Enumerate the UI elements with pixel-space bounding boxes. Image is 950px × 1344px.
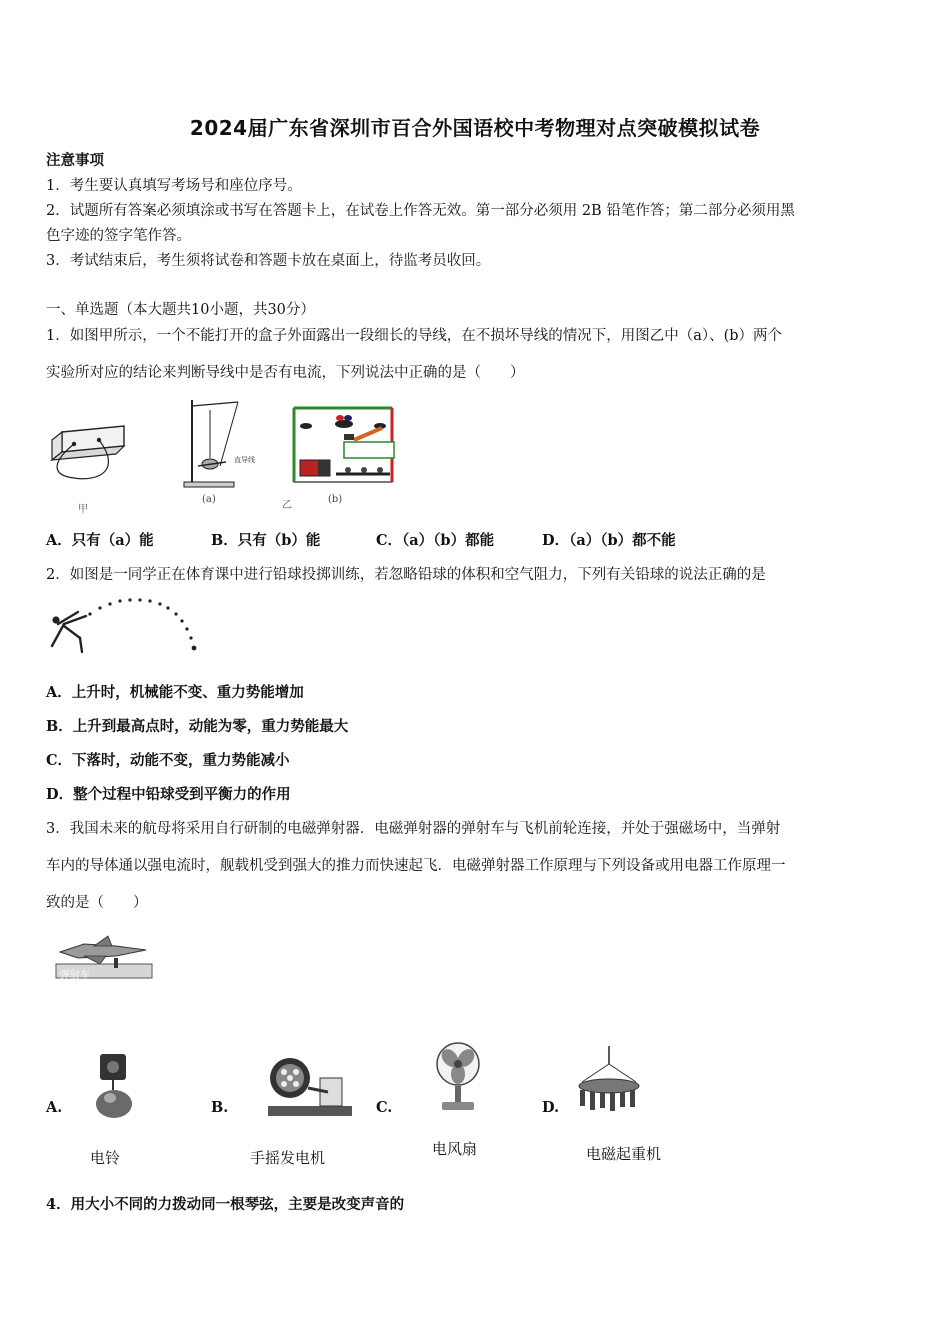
electric-fan-icon <box>428 1040 488 1116</box>
option-b: B．只有（b）能 <box>211 532 321 549</box>
option-d: D．整个过程中铅球受到平衡力的作用 <box>46 786 291 803</box>
figure-label: (b) <box>328 494 343 505</box>
question-4-text: 4．用大小不同的力拨动同一根琴弦，主要是改变声音的 <box>46 1196 405 1213</box>
question-3-text: 3．我国未来的航母将采用自行研制的电磁弹射器．电磁弹射器的弹射车与飞机前轮连接，并处于强磁场中，当弹射 <box>46 821 781 837</box>
figure-label: 甲 <box>78 504 88 515</box>
figure-label: (a) <box>202 494 216 505</box>
option-c: C．（a）（b）都能 <box>376 532 495 549</box>
option-d: D. <box>542 1099 560 1116</box>
figure-box-wire <box>44 420 134 510</box>
option-d-caption: 电磁起重机 <box>586 1145 662 1163</box>
figure-b-circuit <box>292 404 402 490</box>
option-d: D．（a）（b）都不能 <box>542 532 676 549</box>
notice-item: 2．试题所有答案必须填涂或书写在答题卡上，在试卷上作答无效。第一部分必须用 2B 铅笔作答；第二部分必须用黑 <box>46 203 795 219</box>
hand-generator-icon <box>264 1050 356 1122</box>
notice-item: 3．考试结束后，考生须将试卷和答题卡放在桌面上，待监考员收回。 <box>46 253 491 269</box>
option-b: B．上升到最高点时，动能为零，重力势能最大 <box>46 718 349 735</box>
option-c: C．下落时，动能不变，重力势能减小 <box>46 752 290 769</box>
question-3-text: 车内的导体通以强电流时，舰载机受到强大的推力而快速起飞．电磁弹射器工作原理与下列设备或用电器工作原理一 <box>46 858 786 874</box>
electromagnetic-crane-icon <box>572 1044 646 1118</box>
figure-label: 乙 <box>282 500 292 511</box>
page-title: 2024届广东省深圳市百合外国语校中考物理对点突破模拟试卷 <box>189 116 761 140</box>
option-a: A．上升时，机械能不变、重力势能增加 <box>46 684 304 701</box>
section-heading: 一、单选题（本大题共10小题，共30分） <box>46 302 315 318</box>
figure-label: 弹射车 <box>60 970 90 981</box>
option-c-caption: 电风扇 <box>432 1140 478 1158</box>
figure-shot-put <box>44 596 204 658</box>
option-a-caption: 电铃 <box>90 1149 121 1167</box>
option-b-caption: 手摇发电机 <box>250 1149 326 1167</box>
option-c: C. <box>376 1099 393 1116</box>
question-2-text: 2．如图是一同学正在体育课中进行铅球投掷训练，若忽略铅球的体积和空气阻力，下列有关铅球的说法正确的是 <box>46 567 766 583</box>
notice-item: 色字迹的签字笔作答。 <box>46 228 191 244</box>
option-a: A. <box>46 1099 63 1116</box>
question-3-text: 致的是（ ） <box>46 895 148 911</box>
question-1-text: 实验所对应的结论来判断导线中是否有电流，下列说法中正确的是（ ） <box>46 365 525 381</box>
option-a: A．只有（a）能 <box>46 532 154 549</box>
question-1-text: 1．如图甲所示，一个不能打开的盒子外面露出一段细长的导线，在不损坏导线的情况下，用图乙中（a）、(b）两个 <box>46 328 783 344</box>
figure-a-stand <box>180 396 250 496</box>
electric-bell-icon <box>92 1050 136 1122</box>
notice-item: 1．考生要认真填写考场号和座位序号。 <box>46 178 302 194</box>
option-b: B. <box>211 1099 229 1116</box>
figure-label: 直导线 <box>234 456 255 464</box>
notice-heading: 注意事项 <box>46 152 104 169</box>
